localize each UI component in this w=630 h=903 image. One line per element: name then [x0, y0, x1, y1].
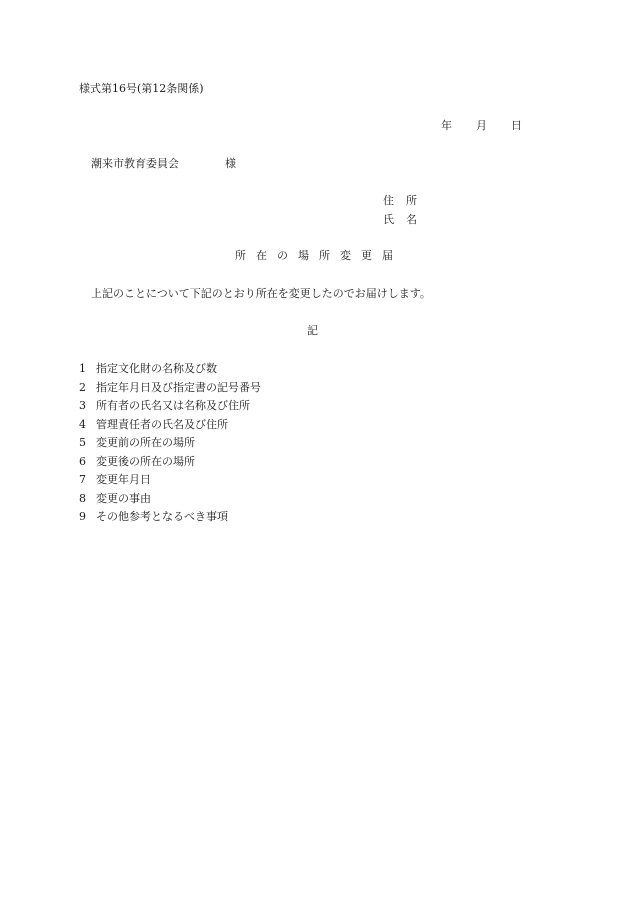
- document-title: 所在の場所変更届: [235, 249, 403, 262]
- list-item-number: 2: [79, 380, 86, 394]
- address-label-char-1: 住: [383, 194, 394, 207]
- name-label-char-1: 氏: [383, 213, 394, 226]
- list-item: [79, 473, 261, 492]
- list-item-number: 7: [79, 473, 86, 486]
- list-item-text: 管理責任者の氏名及び住所: [96, 417, 228, 431]
- list-item-text: 変更前の所在の場所: [96, 436, 195, 449]
- list-item-text: 所有者の氏名又は名称及び住所: [96, 399, 250, 412]
- addressee-honorific: 様: [225, 157, 236, 170]
- list-item-text: その他参考となるべき事項: [96, 510, 228, 523]
- list-item-number: 1: [79, 362, 86, 375]
- list-item-text: 変更の事由: [96, 491, 151, 505]
- list-item-text: 指定年月日及び指定書の記号番号: [96, 380, 261, 394]
- list-item-number: 6: [79, 454, 86, 468]
- date-line: [441, 119, 522, 133]
- addressee: [91, 157, 236, 171]
- item-list: [79, 362, 261, 529]
- list-item-text: 変更年月日: [96, 473, 151, 486]
- list-item-text: 変更後の所在の場所: [96, 454, 195, 468]
- month-label: 月: [476, 119, 487, 132]
- addressee-organization: 潮来市教育委員会: [91, 157, 179, 170]
- list-item-number: 5: [79, 436, 86, 449]
- day-label: 日: [511, 119, 522, 132]
- list-item: [79, 436, 261, 455]
- name-label-char-2: 名: [406, 213, 417, 226]
- applicant-address-label: [383, 194, 417, 208]
- list-item: [79, 455, 261, 474]
- list-item-number: 3: [79, 399, 86, 412]
- list-item-number: 4: [79, 417, 86, 431]
- list-item: [79, 362, 261, 381]
- list-item: [79, 399, 261, 418]
- list-item: [79, 510, 261, 529]
- year-label: 年: [441, 119, 452, 132]
- body-text: 上記のことについて下記のとおり所在を変更したのでお届けします。: [91, 287, 431, 300]
- list-item-number: 9: [79, 510, 86, 523]
- list-item-number: 8: [79, 491, 86, 505]
- list-item: [79, 492, 261, 511]
- applicant-name-label: [383, 213, 417, 227]
- list-item: [79, 381, 261, 400]
- list-item: [79, 418, 261, 437]
- form-number: 様式第16号(第12条関係): [79, 82, 204, 95]
- list-item-text: 指定文化財の名称及び数: [96, 362, 217, 375]
- address-label-char-2: 所: [406, 194, 417, 207]
- ki-heading: 記: [307, 324, 318, 337]
